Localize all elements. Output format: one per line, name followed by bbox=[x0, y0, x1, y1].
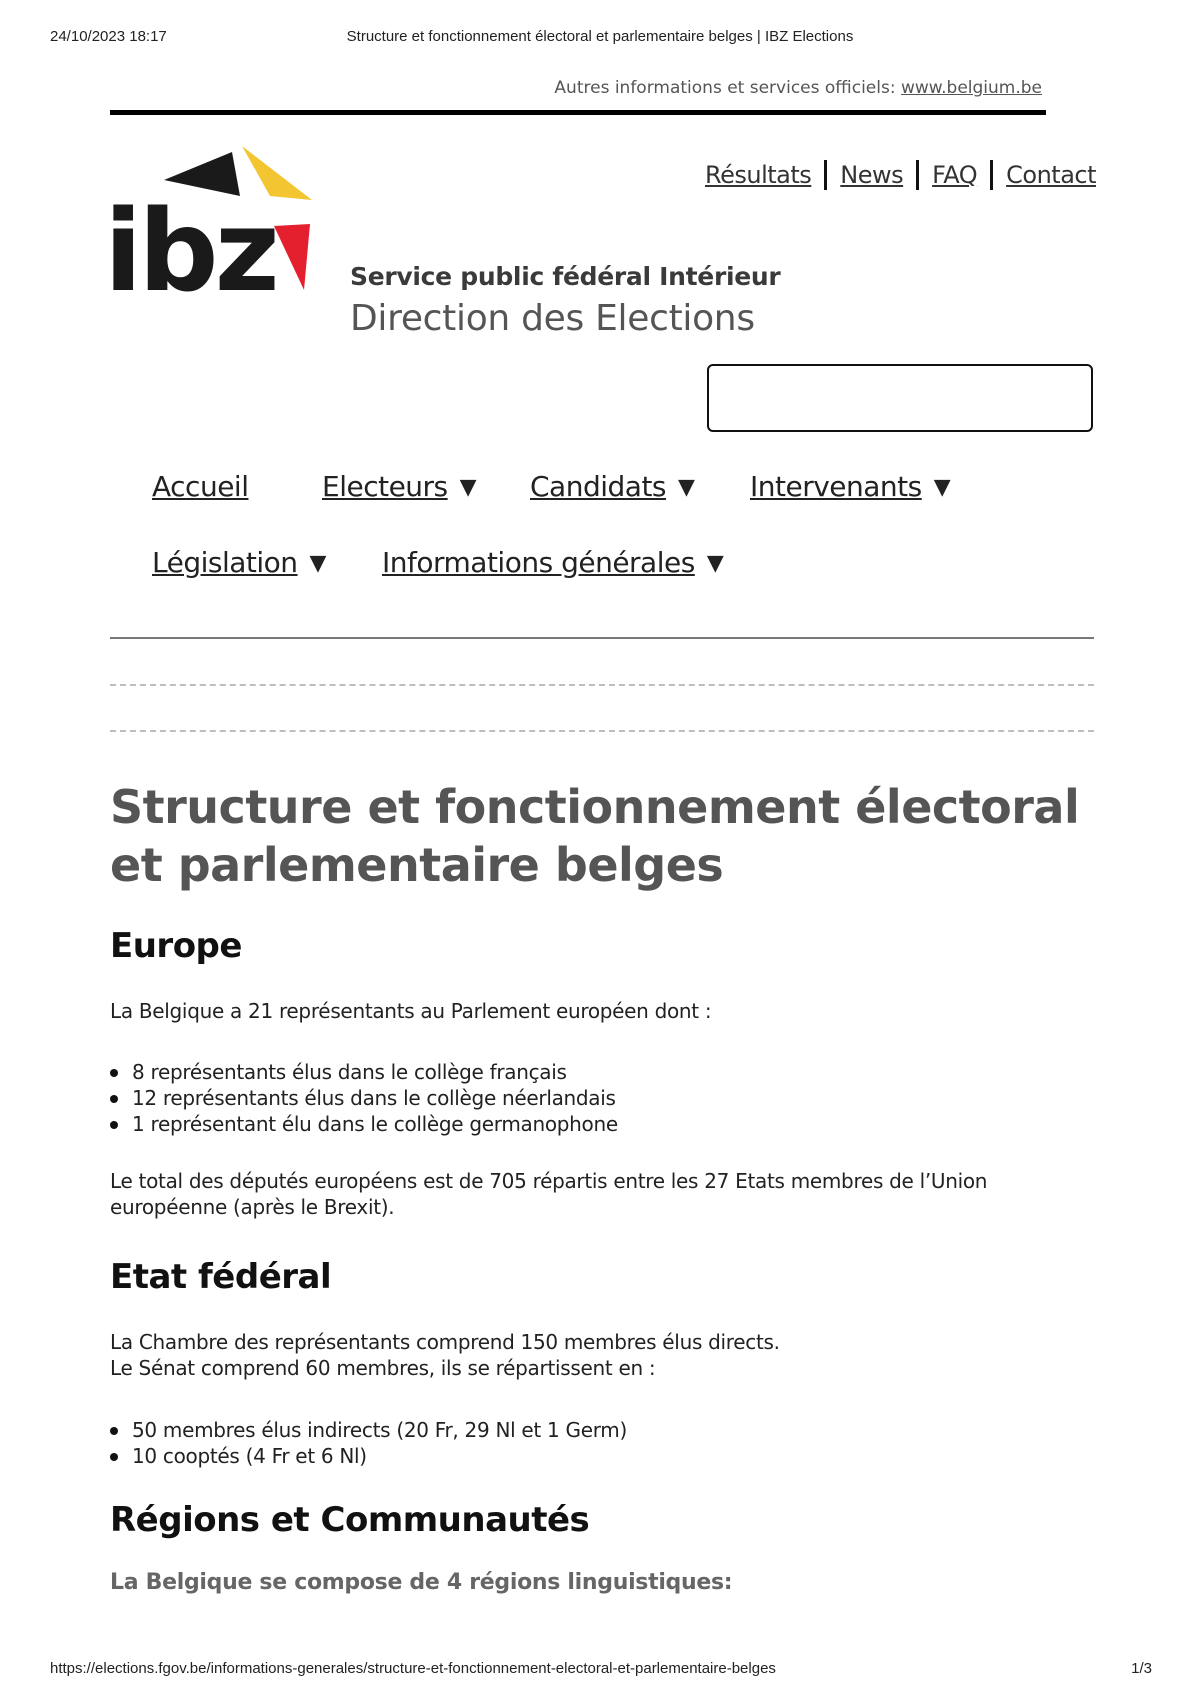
utility-nav bbox=[705, 160, 1096, 190]
main-nav-label: Accueil bbox=[152, 470, 249, 503]
dashed-divider bbox=[110, 730, 1094, 732]
top-divider-bar bbox=[110, 110, 1046, 115]
europe-total: Le total des députés européens est de 705 répartis entre les 27 Etats membres de l’Union européenne (après le Brexit). bbox=[110, 1169, 988, 1219]
nav-link-news[interactable]: News bbox=[840, 161, 904, 189]
ibz-logo-graphic bbox=[104, 140, 324, 300]
main-nav-candidats[interactable] bbox=[530, 470, 694, 503]
print-datetime: 24/10/2023 18:17 bbox=[50, 28, 167, 45]
main-nav-label: Informations générales bbox=[382, 546, 695, 579]
main-nav-electeurs[interactable] bbox=[322, 470, 476, 503]
main-nav-accueil[interactable] bbox=[152, 470, 248, 503]
page-title: Structure et fonctionnement électoral et parlementaire belges bbox=[110, 780, 1080, 892]
main-nav-label: Intervenants bbox=[750, 470, 922, 503]
caret-down-icon: ▼ bbox=[933, 475, 951, 500]
utility-nav-separator bbox=[990, 160, 993, 190]
caret-down-icon: ▼ bbox=[309, 551, 326, 576]
list-item: 12 représentants élus dans le collège néerlandais bbox=[110, 1085, 618, 1111]
list-item: 50 membres élus indirects (20 Fr, 29 Nl et 1 Germ) bbox=[110, 1417, 627, 1443]
search-input[interactable] bbox=[707, 364, 1093, 432]
print-url: https://elections.fgov.be/informations-generales/structure-et-fonctionnement-electoral-et-parlementaire-belges bbox=[50, 1660, 776, 1677]
logo-text: ibz bbox=[104, 187, 276, 300]
list-item: 10 cooptés (4 Fr et 6 Nl) bbox=[110, 1443, 627, 1469]
caret-down-icon: ▼ bbox=[459, 475, 477, 500]
section-heading-federal: Etat fédéral bbox=[110, 1257, 332, 1297]
nav-link-faq[interactable]: FAQ bbox=[932, 161, 978, 189]
europe-list bbox=[110, 1059, 618, 1137]
main-nav-label: Candidats bbox=[530, 470, 667, 503]
org-title: Direction des Elections bbox=[350, 298, 755, 339]
main-nav-label: Electeurs bbox=[322, 470, 448, 503]
org-subtitle: Service public fédéral Intérieur bbox=[350, 262, 781, 291]
caret-down-icon: ▼ bbox=[706, 551, 724, 576]
official-info-line bbox=[554, 78, 1042, 98]
main-nav-label: Législation bbox=[152, 546, 298, 579]
main-nav-legislation[interactable] bbox=[152, 546, 326, 579]
main-nav-intervenants[interactable] bbox=[750, 470, 950, 503]
list-item: 1 représentant élu dans le collège germanophone bbox=[110, 1111, 618, 1137]
ibz-logo[interactable] bbox=[104, 140, 324, 300]
section-heading-regions: Régions et Communautés bbox=[110, 1500, 590, 1540]
dashed-divider bbox=[110, 684, 1094, 686]
europe-intro: La Belgique a 21 représentants au Parlement européen dont : bbox=[110, 999, 712, 1023]
utility-nav-separator bbox=[916, 160, 919, 190]
nav-link-contact[interactable]: Contact bbox=[1006, 161, 1096, 189]
list-item: 8 représentants élus dans le collège français bbox=[110, 1059, 618, 1085]
nav-link-resultats[interactable]: Résultats bbox=[704, 161, 812, 189]
print-page-number: 1/3 bbox=[1131, 1660, 1152, 1677]
federal-list bbox=[110, 1417, 627, 1469]
federal-line-1: La Chambre des représentants comprend 150 membres élus directs. bbox=[110, 1330, 780, 1354]
utility-nav-separator bbox=[824, 160, 827, 190]
official-info-label: Autres informations et services officiels: bbox=[554, 78, 896, 98]
print-page-title: Structure et fonctionnement électoral et parlementaire belges | IBZ Elections bbox=[346, 28, 854, 45]
federal-line-2: Le Sénat comprend 60 membres, ils se répartissent en : bbox=[110, 1356, 656, 1380]
regions-subheading: La Belgique se compose de 4 régions linguistiques: bbox=[110, 1570, 733, 1595]
section-heading-europe: Europe bbox=[110, 926, 242, 966]
nav-divider bbox=[110, 637, 1094, 639]
main-nav-informations-generales[interactable] bbox=[382, 546, 723, 579]
logo-red-triangle bbox=[274, 224, 310, 290]
caret-down-icon: ▼ bbox=[678, 475, 695, 500]
belgium-link[interactable]: www.belgium.be bbox=[900, 78, 1042, 98]
